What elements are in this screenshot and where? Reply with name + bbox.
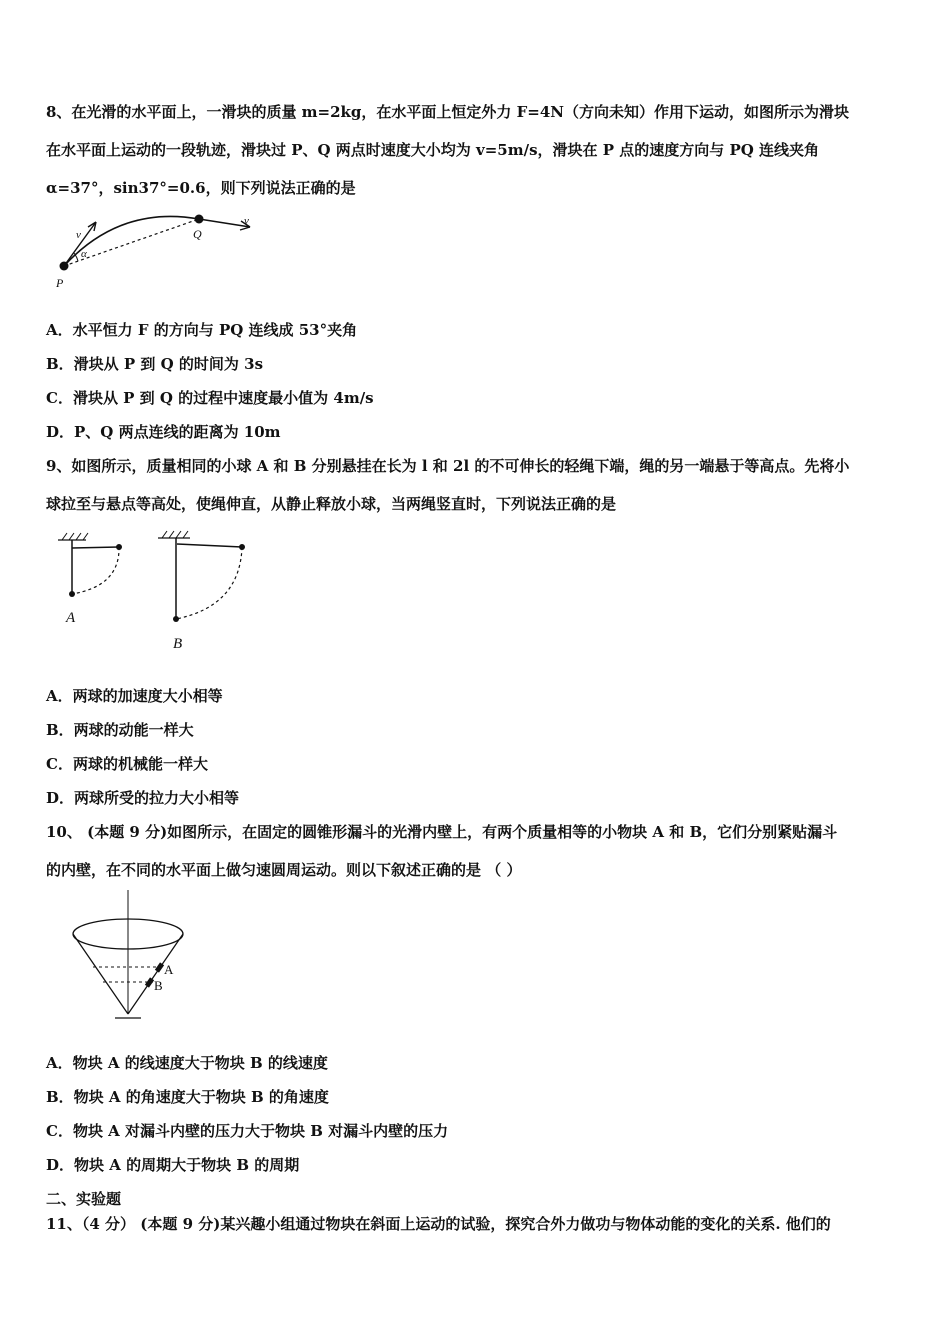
support-b-hatch [162,531,188,538]
q9-stem-line-2: 球拉至与悬点等高处，使绳伸直，从静止释放小球，当两绳竖直时，下列说法正确的是 [46,495,617,513]
pendulum-b [158,531,245,652]
q9-pendulum-figure [52,524,262,656]
section-heading-experiment: 二、实验题 [46,1190,122,1208]
q8-option-b: B．滑块从 P 到 Q 的时间为 3s [46,355,264,373]
funnel-right-wall [128,934,183,1014]
arc-b [176,547,242,619]
q10-option-a: A．物块 A 的线速度大于物块 B 的线速度 [46,1054,328,1072]
q10-stem-line-1: 10、 (本题 9 分)如图所示，在固定的圆锥形漏斗的光滑内壁上，有两个质量相等的小物块 A 和 B，它们分别紧贴漏斗 [46,823,838,841]
pendulum-a [58,533,122,626]
arc-a [72,547,119,594]
q11-stem-line-1: 11、（4 分） (本题 9 分)某兴趣小组通过物块在斜面上运动的试验，探究合外力做功与物体动能的变化的关系. 他们的 [46,1215,831,1233]
string-a-horizontal [72,547,119,548]
q10-option-b: B．物块 A 的角速度大于物块 B 的角速度 [46,1088,329,1106]
point-p [60,262,69,271]
q8-option-c: C．滑块从 P 到 Q 的过程中速度最小值为 4m/s [46,389,374,407]
q10-option-d: D．物块 A 的周期大于物块 B 的周期 [46,1156,300,1174]
label-v-at-q: v [244,215,249,227]
q9-option-a: A．两球的加速度大小相等 [46,687,223,705]
label-alpha: α [81,248,87,260]
q8-stem-line-3: α=37°，sin37°=0.6，则下列说法正确的是 [46,179,356,197]
string-b-horizontal [177,544,242,547]
q9-option-c: C．两球的机械能一样大 [46,755,208,773]
q10-funnel-figure [60,888,200,1022]
q9-option-d: D．两球所受的拉力大小相等 [46,789,240,807]
label-p: P [56,276,64,290]
q8-option-a: A．水平恒力 F 的方向与 PQ 连线成 53°夹角 [46,321,358,339]
label-block-b: B [154,978,163,993]
point-q [195,215,204,224]
q9-option-b: B．两球的动能一样大 [46,721,194,739]
label-b: B [173,636,183,652]
support-a-hatch [62,533,88,540]
q10-stem-line-2: 的内壁，在不同的水平面上做匀速圆周运动。则以下叙述正确的是 （ ） [46,861,522,879]
funnel-left-wall [73,934,128,1014]
label-q: Q [193,227,202,241]
q8-stem-line-2: 在水平面上运动的一段轨迹，滑块过 P、Q 两点时速度大小均为 v=5m/s，滑块在 P 点的速度方向与 PQ 连线夹角 [46,141,820,159]
q9-stem-line-1: 9、如图所示，质量相同的小球 A 和 B 分别悬挂在长为 l 和 2l 的不可伸长的轻绳下端，绳的另一端悬于等高点。先将小 [46,457,850,475]
q8-trajectory-figure [50,205,265,293]
label-v-at-p: v [76,229,81,241]
label-block-a: A [164,962,174,977]
q8-stem-line-1: 8、在光滑的水平面上，一滑块的质量 m=2kg，在水平面上恒定外力 F=4N（方向未知）作用下运动，如图所示为滑块 [46,103,850,121]
label-a: A [66,610,76,626]
q10-option-c: C．物块 A 对漏斗内壁的压力大于物块 B 对漏斗内壁的压力 [46,1122,449,1140]
q8-option-d: D．P、Q 两点连线的距离为 10m [46,423,281,441]
